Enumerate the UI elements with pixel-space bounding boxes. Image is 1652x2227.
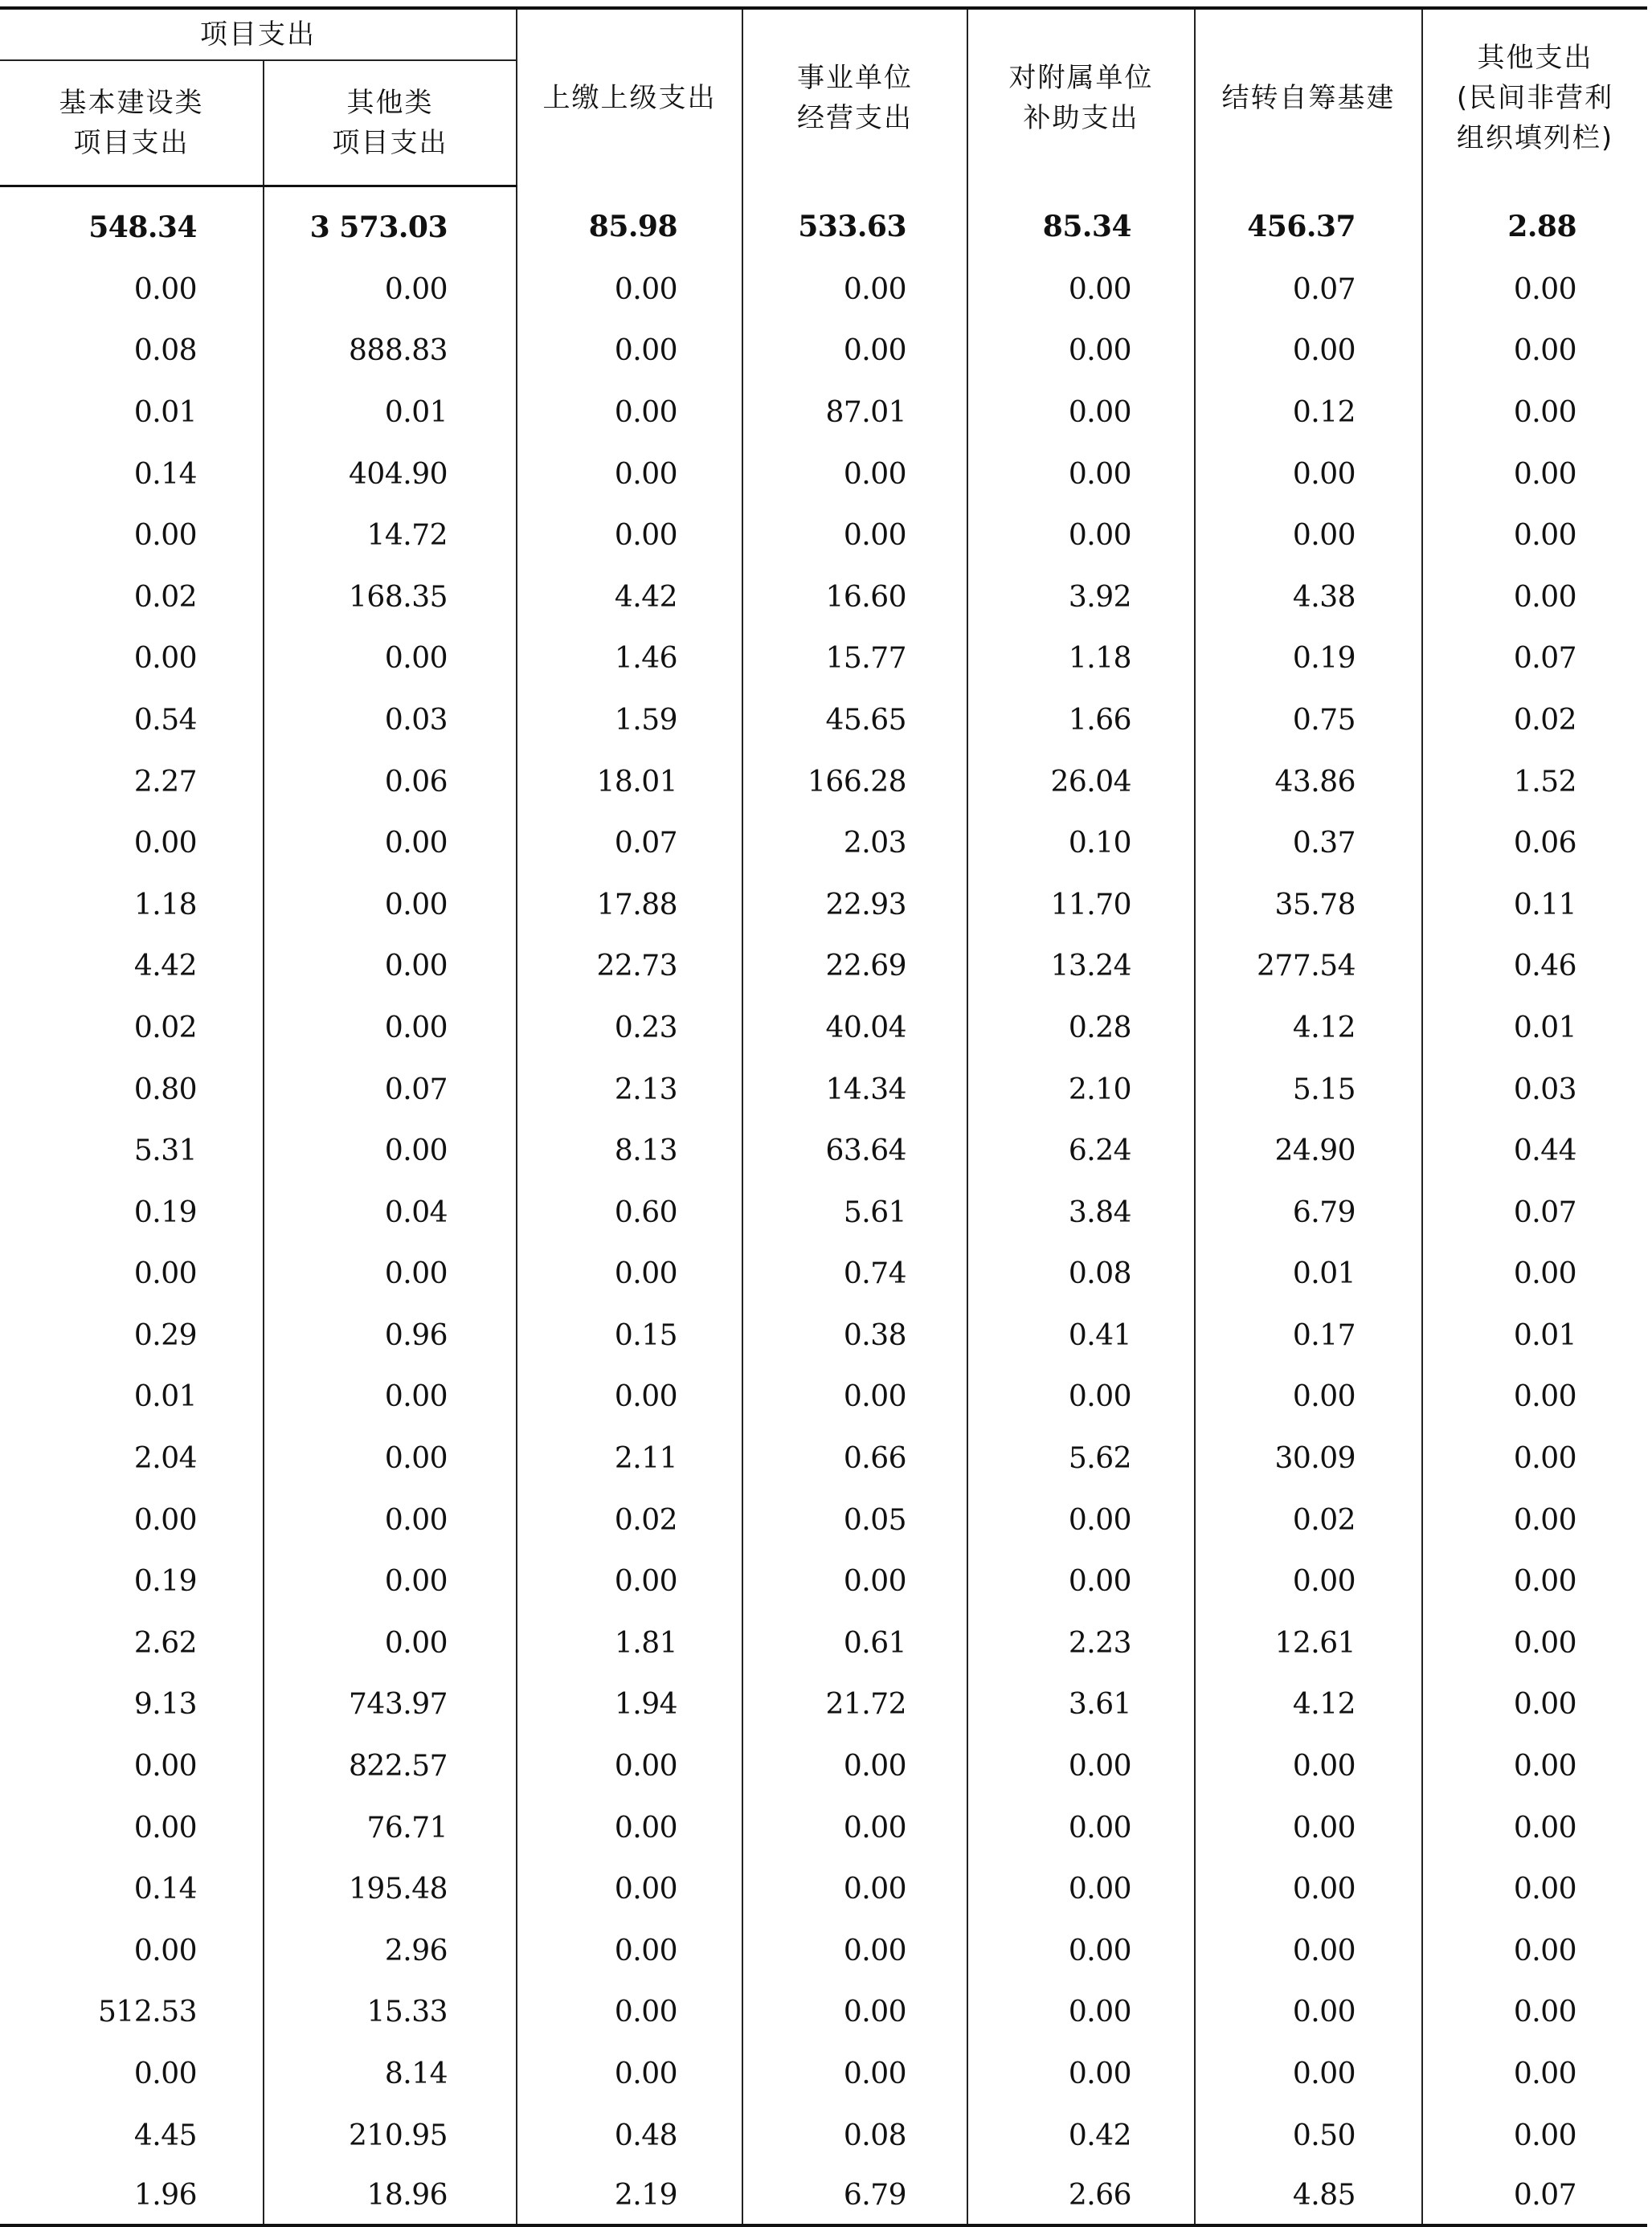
table-cell: 0.00 [1422, 321, 1647, 382]
table-cell: 0.00 [264, 1428, 517, 1489]
table-cell: 12.61 [1195, 1612, 1422, 1674]
table-row [0, 1120, 1647, 1182]
table-row [0, 689, 1647, 751]
table-cell: 0.00 [742, 1982, 967, 2044]
table-cell: 0.17 [1195, 1305, 1422, 1367]
table-cell: 0.00 [967, 1367, 1195, 1428]
table-cell: 0.00 [1422, 443, 1647, 505]
table-cell: 2.03 [742, 812, 967, 874]
header-col-4-line-1: 事业单位 [797, 61, 913, 94]
table-cell: 0.19 [133, 1565, 197, 1599]
table-cell: 0.00 [967, 1735, 1195, 1797]
table-row [0, 1059, 1647, 1121]
table-cell: 0.02 [1422, 689, 1647, 751]
header-col-4 [742, 8, 967, 186]
table-cell: 0.00 [1422, 1244, 1647, 1306]
table-cell: 1.46 [517, 628, 742, 690]
table-cell: 456.37 [1195, 186, 1422, 259]
table-cell: 0.00 [517, 321, 742, 382]
table-cell: 0.54 [133, 703, 197, 737]
table-cell: 0.00 [1422, 2043, 1647, 2105]
table-cell: 0.01 [133, 1380, 197, 1414]
table-cell: 0.00 [1195, 1920, 1422, 1982]
table-cell: 0.00 [1422, 1735, 1647, 1797]
table-cell: 22.69 [742, 936, 967, 998]
table-cell: 0.00 [1422, 259, 1647, 321]
table-body [0, 186, 1647, 2226]
table-cell: 0.07 [1422, 1182, 1647, 1244]
table-cell: 0.02 [133, 580, 197, 614]
table-cell: 1.18 [967, 628, 1195, 690]
table-cell: 4.42 [133, 950, 197, 983]
table-cell: 0.00 [133, 1750, 197, 1784]
table-cell: 0.00 [133, 642, 197, 676]
table-cell: 0.02 [1195, 1489, 1422, 1551]
table-cell: 0.00 [264, 874, 517, 936]
table-row [0, 1489, 1647, 1551]
table-cell: 43.86 [1195, 751, 1422, 813]
table-cell: 0.00 [264, 936, 517, 998]
table-cell: 0.00 [742, 1735, 967, 1797]
table-cell: 0.07 [1195, 259, 1422, 321]
table-cell: 0.00 [264, 1367, 517, 1428]
table-cell: 0.00 [517, 1858, 742, 1920]
table-cell: 0.00 [1195, 1858, 1422, 1920]
table-row [0, 1305, 1647, 1367]
table-cell: 2.88 [1422, 186, 1647, 259]
table-cell: 0.00 [264, 1244, 517, 1306]
table-row [0, 1367, 1647, 1428]
table-cell: 8.14 [264, 2043, 517, 2105]
table-cell: 0.00 [133, 1503, 197, 1537]
table-row-total [0, 186, 1647, 259]
table-cell: 0.00 [1195, 1982, 1422, 2044]
header-col-1-line-1: 基本建设类 [59, 87, 204, 119]
table-row [0, 1858, 1647, 1920]
table-row [0, 1797, 1647, 1859]
table-cell: 21.72 [742, 1674, 967, 1736]
table-cell: 548.34 [88, 210, 197, 244]
table-cell: 0.42 [967, 2105, 1195, 2167]
table-cell: 2.23 [967, 1612, 1195, 1674]
table-cell: 3.84 [967, 1182, 1195, 1244]
table-cell: 0.00 [1195, 1551, 1422, 1612]
table-cell: 1.81 [517, 1612, 742, 1674]
table-cell: 26.04 [967, 751, 1195, 813]
table-cell: 0.08 [133, 334, 197, 368]
table-cell: 0.00 [742, 1367, 967, 1428]
table-cell: 11.70 [967, 874, 1195, 936]
table-cell: 30.09 [1195, 1428, 1422, 1489]
header-project-expenditure: 项目支出 [0, 8, 517, 60]
table-cell: 0.00 [967, 1920, 1195, 1982]
header-col-6 [1195, 8, 1422, 186]
table-cell: 4.12 [1195, 1674, 1422, 1736]
table-cell: 0.23 [517, 997, 742, 1059]
header-col-3-line-1: 上缴上级支出 [542, 81, 717, 114]
table-cell: 5.31 [133, 1134, 197, 1168]
table-cell: 0.15 [517, 1305, 742, 1367]
table-cell: 0.00 [742, 2043, 967, 2105]
table-cell: 0.00 [1422, 1674, 1647, 1736]
table-row [0, 2105, 1647, 2167]
table-cell: 404.90 [264, 443, 517, 505]
table-cell: 166.28 [742, 751, 967, 813]
table-cell: 0.00 [264, 259, 517, 321]
table-cell: 0.74 [742, 1244, 967, 1306]
header-col-3 [517, 8, 742, 186]
table-cell: 0.28 [967, 997, 1195, 1059]
table-cell: 0.00 [517, 1982, 742, 2044]
table-cell: 0.46 [1422, 936, 1647, 998]
table-cell: 4.45 [133, 2119, 197, 2152]
table-cell: 0.00 [967, 382, 1195, 443]
table-row [0, 1612, 1647, 1674]
table-cell: 0.01 [1422, 997, 1647, 1059]
table-cell: 6.79 [742, 2166, 967, 2225]
table-cell: 5.15 [1195, 1059, 1422, 1121]
table-cell: 0.38 [742, 1305, 967, 1367]
header-col-6-line-1: 结转自筹基建 [1221, 81, 1396, 114]
table-cell: 40.04 [742, 997, 967, 1059]
table-cell: 0.00 [1195, 443, 1422, 505]
table-cell: 0.00 [517, 443, 742, 505]
table-cell: 0.96 [264, 1305, 517, 1367]
table-cell: 0.01 [133, 395, 197, 429]
table-cell: 0.00 [1195, 2043, 1422, 2105]
table-cell: 1.52 [1422, 751, 1647, 813]
table-cell: 0.08 [967, 1244, 1195, 1306]
table-row [0, 259, 1647, 321]
header-col-5-line-2: 补助支出 [1023, 101, 1139, 134]
table-cell: 2.10 [967, 1059, 1195, 1121]
table-cell: 1.96 [0, 2166, 264, 2225]
table-cell: 6.79 [1195, 1182, 1422, 1244]
table-cell: 0.07 [517, 812, 742, 874]
table-cell: 0.44 [1422, 1120, 1647, 1182]
table-cell: 0.00 [1422, 1982, 1647, 2044]
table-cell: 0.00 [967, 1797, 1195, 1859]
table-row [0, 2043, 1647, 2105]
table-cell: 0.00 [517, 1920, 742, 1982]
table-cell: 0.00 [133, 272, 197, 306]
table-cell: 0.61 [742, 1612, 967, 1674]
table-cell: 0.07 [264, 1059, 517, 1121]
table-cell: 1.59 [517, 689, 742, 751]
header-col-1 [0, 60, 264, 186]
table-cell: 2.13 [517, 1059, 742, 1121]
table-cell: 195.48 [264, 1858, 517, 1920]
table-cell: 0.80 [133, 1073, 197, 1106]
table-cell: 0.00 [1422, 505, 1647, 566]
header-col-2 [264, 60, 517, 186]
table-cell: 2.19 [517, 2166, 742, 2225]
table-row [0, 1982, 1647, 2044]
header-col-2-line-1: 其他类 [346, 87, 434, 119]
table-cell: 0.00 [967, 1489, 1195, 1551]
table-cell: 2.11 [517, 1428, 742, 1489]
table-cell: 14.34 [742, 1059, 967, 1121]
table-cell: 0.00 [264, 628, 517, 690]
table-cell: 0.00 [517, 1551, 742, 1612]
table-cell: 1.66 [967, 689, 1195, 751]
table-cell: 85.98 [517, 186, 742, 259]
table-cell: 0.00 [1195, 1735, 1422, 1797]
table-cell: 0.29 [133, 1318, 197, 1352]
table-cell: 0.00 [264, 1612, 517, 1674]
table-cell: 18.01 [517, 751, 742, 813]
table-row [0, 874, 1647, 936]
table-cell: 0.00 [517, 2043, 742, 2105]
table-cell: 0.08 [742, 2105, 967, 2167]
table-cell: 0.00 [967, 2043, 1195, 2105]
table-cell: 0.04 [264, 1182, 517, 1244]
table-cell: 14.72 [264, 505, 517, 566]
table-cell: 0.00 [1422, 1612, 1647, 1674]
table-cell: 0.00 [1195, 1797, 1422, 1859]
table-cell: 0.00 [967, 505, 1195, 566]
table-cell: 4.38 [1195, 566, 1422, 628]
table-cell: 0.48 [517, 2105, 742, 2167]
table-cell: 0.00 [1422, 1367, 1647, 1428]
table-cell: 168.35 [264, 566, 517, 628]
table-cell: 0.00 [1422, 1428, 1647, 1489]
table-cell: 1.18 [133, 888, 197, 921]
table-cell: 210.95 [264, 2105, 517, 2167]
table-cell: 0.01 [1422, 1305, 1647, 1367]
table-cell: 0.41 [967, 1305, 1195, 1367]
table-cell: 0.00 [1422, 1920, 1647, 1982]
table-cell: 4.42 [517, 566, 742, 628]
table-cell: 0.00 [133, 1934, 197, 1968]
table-cell: 0.02 [133, 1011, 197, 1044]
table-cell: 0.00 [517, 1797, 742, 1859]
table-row [0, 628, 1647, 690]
table-row [0, 443, 1647, 505]
header-col-7-line-2: (民间非营利 [1456, 81, 1614, 114]
table-cell: 0.00 [517, 382, 742, 443]
table-cell: 0.14 [133, 457, 197, 491]
table-cell: 0.00 [1422, 1797, 1647, 1859]
table-cell: 0.00 [264, 1120, 517, 1182]
table-cell: 0.10 [967, 812, 1195, 874]
table-row [0, 1182, 1647, 1244]
table-cell: 0.00 [967, 259, 1195, 321]
header-col-2-line-2: 项目支出 [332, 127, 448, 159]
table-cell: 0.00 [133, 2057, 197, 2091]
table-cell: 0.00 [1422, 2105, 1647, 2167]
table-cell: 0.00 [1422, 382, 1647, 443]
table-cell: 0.12 [1195, 382, 1422, 443]
table-cell: 3 573.03 [264, 186, 517, 259]
table-cell: 3.92 [967, 566, 1195, 628]
table-row [0, 997, 1647, 1059]
table-cell: 0.60 [517, 1182, 742, 1244]
table-cell: 0.00 [1422, 1858, 1647, 1920]
table-cell: 0.02 [517, 1489, 742, 1551]
table-cell: 0.00 [264, 1551, 517, 1612]
table-cell: 822.57 [264, 1735, 517, 1797]
table-cell: 512.53 [98, 1996, 197, 2029]
table-row [0, 321, 1647, 382]
table-cell: 0.50 [1195, 2105, 1422, 2167]
table-cell: 76.71 [264, 1797, 517, 1859]
header-col-7-line-1: 其他支出 [1477, 41, 1593, 74]
table-cell: 0.07 [1422, 2166, 1647, 2225]
table-cell: 0.00 [264, 812, 517, 874]
table-cell: 0.00 [133, 827, 197, 860]
table-row [0, 812, 1647, 874]
table-cell: 5.62 [967, 1428, 1195, 1489]
table-cell: 0.01 [1195, 1244, 1422, 1306]
table-cell: 0.00 [1195, 321, 1422, 382]
table-cell: 0.19 [1195, 628, 1422, 690]
table-cell: 24.90 [1195, 1120, 1422, 1182]
table-cell: 0.37 [1195, 812, 1422, 874]
table-cell: 0.66 [742, 1428, 967, 1489]
table-cell: 0.00 [264, 997, 517, 1059]
table-cell: 0.05 [742, 1489, 967, 1551]
table-cell: 9.13 [133, 1688, 197, 1722]
header-col-1-line-2: 项目支出 [73, 127, 190, 159]
table-cell: 0.00 [742, 505, 967, 566]
table-cell: 0.19 [133, 1195, 197, 1229]
table-cell: 0.06 [264, 751, 517, 813]
table-cell: 0.00 [1422, 1489, 1647, 1551]
table-cell: 63.64 [742, 1120, 967, 1182]
table-cell: 18.96 [264, 2166, 517, 2225]
table-cell: 16.60 [742, 566, 967, 628]
table-cell: 17.88 [517, 874, 742, 936]
table-cell: 0.00 [742, 1797, 967, 1859]
table-cell: 4.12 [1195, 997, 1422, 1059]
table-cell: 888.83 [264, 321, 517, 382]
table-cell: 13.24 [967, 936, 1195, 998]
table-cell: 0.00 [133, 519, 197, 553]
table-cell: 0.00 [742, 1858, 967, 1920]
table-cell: 87.01 [742, 382, 967, 443]
table-row [0, 1920, 1647, 1982]
table-cell: 0.75 [1195, 689, 1422, 751]
table-row [0, 1428, 1647, 1489]
table-cell: 0.00 [133, 1811, 197, 1845]
table-cell: 0.00 [1422, 566, 1647, 628]
table-cell: 85.34 [967, 186, 1195, 259]
table-cell: 0.00 [742, 259, 967, 321]
table-cell: 277.54 [1195, 936, 1422, 998]
table-cell: 0.06 [1422, 812, 1647, 874]
table-cell: 2.04 [133, 1442, 197, 1476]
table-row [0, 1735, 1647, 1797]
table-row [0, 382, 1647, 443]
table-cell: 0.00 [967, 443, 1195, 505]
table-cell: 15.33 [264, 1982, 517, 2044]
table-row [0, 751, 1647, 813]
table-cell: 1.94 [517, 1674, 742, 1736]
table-cell: 0.11 [1422, 874, 1647, 936]
table-cell: 0.00 [517, 259, 742, 321]
header-col-7-line-3: 组织填列栏) [1456, 121, 1614, 154]
table-cell: 533.63 [742, 186, 967, 259]
table-cell: 3.61 [967, 1674, 1195, 1736]
table-cell: 2.96 [264, 1920, 517, 1982]
table-cell: 0.00 [517, 1735, 742, 1797]
header-col-4-line-2: 经营支出 [797, 101, 913, 134]
table-row [0, 1551, 1647, 1612]
table-cell: 0.00 [967, 1858, 1195, 1920]
expenditure-table [0, 6, 1647, 2227]
table-cell: 35.78 [1195, 874, 1422, 936]
table-cell: 22.73 [517, 936, 742, 998]
table-cell: 15.77 [742, 628, 967, 690]
table-cell: 0.00 [742, 321, 967, 382]
table-cell: 2.27 [133, 765, 197, 799]
table-row [0, 2166, 1647, 2225]
table-cell: 45.65 [742, 689, 967, 751]
table-cell: 0.07 [1422, 628, 1647, 690]
table-cell: 0.00 [1195, 1367, 1422, 1428]
table-cell: 0.00 [1195, 505, 1422, 566]
table-cell: 0.00 [742, 1920, 967, 1982]
header-col-7 [1422, 8, 1647, 186]
table-cell: 6.24 [967, 1120, 1195, 1182]
table-row [0, 936, 1647, 998]
table-cell: 0.00 [967, 1982, 1195, 2044]
table-cell: 8.13 [517, 1120, 742, 1182]
table-cell: 0.00 [1422, 1551, 1647, 1612]
table-cell: 0.00 [517, 505, 742, 566]
header-col-5 [967, 8, 1195, 186]
table-row [0, 505, 1647, 566]
table-cell: 0.00 [967, 1551, 1195, 1612]
table-cell: 2.62 [133, 1626, 197, 1660]
table-row [0, 1674, 1647, 1736]
table-cell: 0.14 [133, 1873, 197, 1906]
table-cell: 743.97 [264, 1674, 517, 1736]
table-header [0, 8, 1647, 186]
table-cell: 0.00 [133, 1257, 197, 1291]
table-cell: 0.01 [264, 382, 517, 443]
header-col-5-line-1: 对附属单位 [1008, 61, 1154, 94]
table-cell: 0.03 [264, 689, 517, 751]
table-cell: 5.61 [742, 1182, 967, 1244]
table-cell: 0.00 [967, 321, 1195, 382]
table-cell: 4.85 [1195, 2166, 1422, 2225]
table-cell: 22.93 [742, 874, 967, 936]
table-cell: 0.00 [264, 1489, 517, 1551]
table-cell: 0.03 [1422, 1059, 1647, 1121]
table-cell: 0.00 [517, 1244, 742, 1306]
table-cell: 0.00 [742, 443, 967, 505]
table-row [0, 566, 1647, 628]
table-cell: 0.00 [742, 1551, 967, 1612]
table-row [0, 1244, 1647, 1306]
table-cell: 2.66 [967, 2166, 1195, 2225]
table-cell: 0.00 [517, 1367, 742, 1428]
